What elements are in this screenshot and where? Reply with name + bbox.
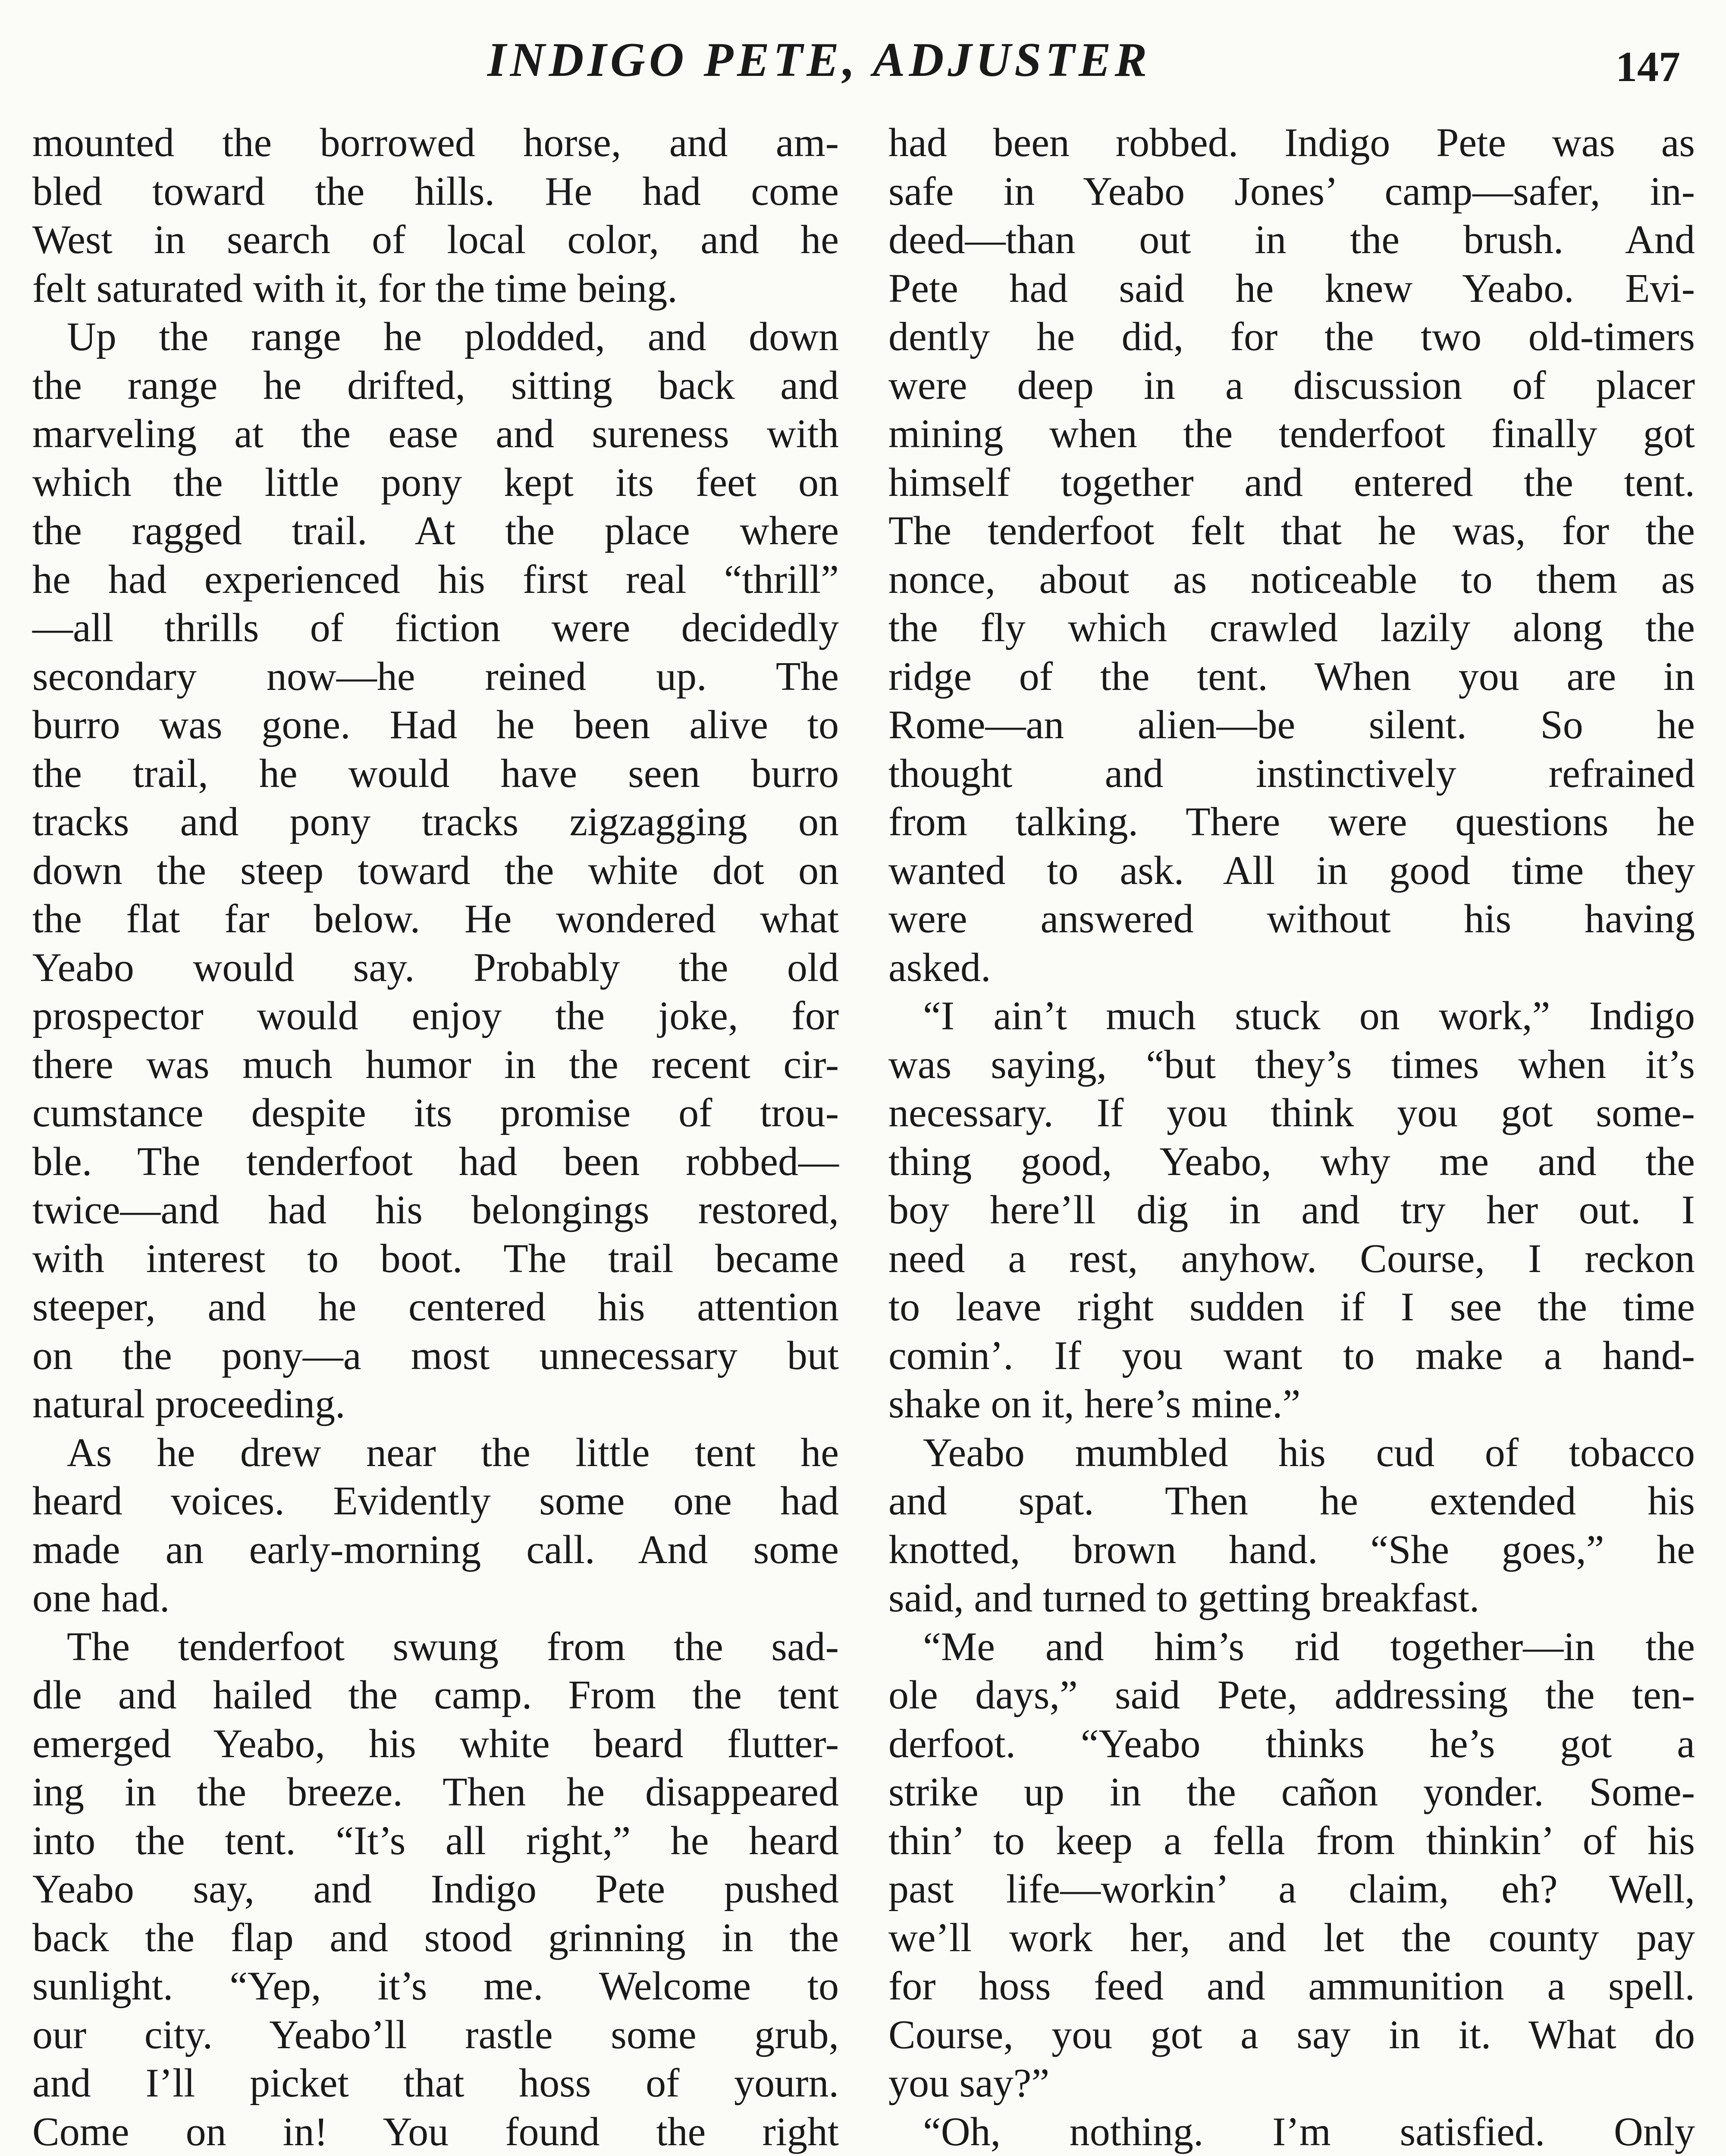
text-line: asked. xyxy=(888,945,991,990)
text-line: back the flap and stood grinning in the xyxy=(32,1915,839,1960)
text-line: ble. The tenderfoot had been robbed— xyxy=(32,1139,839,1184)
text-line: were answered without his having xyxy=(888,896,1695,941)
text-line: cumstance despite its promise of trou- xyxy=(32,1091,839,1135)
text-line: wanted to ask. All in good time they xyxy=(888,848,1695,893)
text-line: made an early-morning call. And some xyxy=(32,1527,839,1572)
text-line: the ragged trail. At the place where xyxy=(32,508,839,553)
text-line: natural proceeding. xyxy=(32,1382,345,1426)
text-line: Come on in! You found the right xyxy=(32,2109,839,2154)
text-line: strike up in the cañon yonder. Some- xyxy=(888,1770,1695,1814)
text-line: our city. Yeabo’ll rastle some grub, xyxy=(32,2012,839,2057)
page-number: 147 xyxy=(1616,43,1680,91)
text-line: mining when the tenderfoot finally got xyxy=(888,411,1695,456)
text-column-left xyxy=(32,119,839,2156)
text-line: dle and hailed the camp. From the tent xyxy=(32,1673,839,1717)
text-line: comin’. If you want to make a hand- xyxy=(888,1333,1695,1378)
text-line: to leave right sudden if I see the time xyxy=(888,1285,1695,1329)
text-line: West in search of local color, and he xyxy=(32,217,839,262)
running-title: INDIGO PETE, ADJUSTER xyxy=(487,33,1151,87)
text-line: nonce, about as noticeable to them as xyxy=(888,557,1695,602)
text-line: Course, you got a say in it. What do xyxy=(888,2012,1695,2057)
text-line: on the pony—a most unnecessary but xyxy=(32,1333,839,1378)
text-line: you say?” xyxy=(888,2061,1050,2106)
text-line: Rome—an alien—be silent. So he xyxy=(888,702,1695,747)
text-line: and I’ll picket that hoss of yourn. xyxy=(32,2061,839,2106)
text-line: steeper, and he centered his attention xyxy=(32,1285,839,1329)
text-line: and spat. Then he extended his xyxy=(888,1479,1695,1523)
text-line: the range he drifted, sitting back and xyxy=(32,363,839,408)
text-line: Pete had said he knew Yeabo. Evi- xyxy=(888,266,1695,311)
text-line: had been robbed. Indigo Pete was as xyxy=(888,120,1695,165)
text-line: knotted, brown hand. “She goes,” he xyxy=(888,1527,1695,1572)
text-line: twice—and had his belongings restored, xyxy=(32,1188,839,1232)
text-line: past life—workin’ a claim, eh? Well, xyxy=(888,1867,1695,1912)
text-line: there was much humor in the recent cir- xyxy=(32,1042,839,1087)
text-line: ing in the breeze. Then he disappeared xyxy=(32,1770,839,1814)
running-head xyxy=(0,24,1726,97)
text-line: ridge of the tent. When you are in xyxy=(888,654,1695,699)
text-line: we’ll work her, and let the county pay xyxy=(888,1915,1695,1960)
text-line: thought and instinctively refrained xyxy=(888,751,1695,796)
text-line: for hoss feed and ammunition a spell. xyxy=(888,1964,1695,2009)
text-line: which the little pony kept its feet on xyxy=(32,460,839,505)
text-line: —all thrills of fiction were decidedly xyxy=(32,605,839,650)
text-line: said, and turned to getting breakfast. xyxy=(888,1576,1480,1620)
text-line: tracks and pony tracks zigzagging on xyxy=(32,799,839,844)
text-line: was saying, “but they’s times when it’s xyxy=(888,1042,1695,1087)
text-line: he had experienced his first real “thrill” xyxy=(32,557,839,602)
text-line: from talking. There were questions he xyxy=(888,799,1695,844)
text-line: dently he did, for the two old-timers xyxy=(888,314,1695,359)
text-line: one had. xyxy=(32,1576,170,1620)
text-line: “I ain’t much stuck on work,” Indigo xyxy=(923,993,1695,1038)
text-line: ole days,” said Pete, addressing the ten- xyxy=(888,1673,1695,1717)
text-line: himself together and entered the tent. xyxy=(888,460,1695,505)
text-line: Up the range he plodded, and down xyxy=(67,314,839,359)
text-line: into the tent. “It’s all right,” he heard xyxy=(32,1818,839,1863)
text-line: heard voices. Evidently some one had xyxy=(32,1479,839,1523)
text-line: As he drew near the little tent he xyxy=(67,1430,839,1475)
text-line: deed—than out in the brush. And xyxy=(888,217,1695,262)
text-line: need a rest, anyhow. Course, I reckon xyxy=(888,1236,1695,1281)
text-line: Yeabo mumbled his cud of tobacco xyxy=(923,1430,1695,1475)
text-line: boy here’ll dig in and try her out. I xyxy=(888,1188,1695,1232)
text-line: bled toward the hills. He had come xyxy=(32,169,839,214)
text-line: with interest to boot. The trail became xyxy=(32,1236,839,1281)
text-line: were deep in a discussion of placer xyxy=(888,363,1695,408)
text-line: the trail, he would have seen burro xyxy=(32,751,839,796)
text-line: Yeabo would say. Probably the old xyxy=(32,945,839,990)
text-line: Yeabo say, and Indigo Pete pushed xyxy=(32,1867,839,1912)
text-line: thin’ to keep a fella from thinkin’ of his xyxy=(888,1818,1695,1863)
text-line: the flat far below. He wondered what xyxy=(32,896,839,941)
text-line: emerged Yeabo, his white beard flutter- xyxy=(32,1721,839,1766)
text-line: marveling at the ease and sureness with xyxy=(32,411,839,456)
text-line: felt saturated with it, for the time being. xyxy=(32,266,678,311)
text-line: burro was gone. Had he been alive to xyxy=(32,702,839,747)
text-line: “Me and him’s rid together—in the xyxy=(923,1624,1695,1669)
text-line: the fly which crawled lazily along the xyxy=(888,605,1695,650)
text-line: necessary. If you think you got some- xyxy=(888,1091,1695,1135)
text-line: derfoot. “Yeabo thinks he’s got a xyxy=(888,1721,1695,1766)
text-line: The tenderfoot swung from the sad- xyxy=(67,1624,839,1669)
text-line: “Oh, nothing. I’m satisfied. Only xyxy=(923,2109,1695,2154)
text-line: down the steep toward the white dot on xyxy=(32,848,839,893)
text-line: shake on it, here’s mine.” xyxy=(888,1382,1301,1426)
text-line: thing good, Yeabo, why me and the xyxy=(888,1139,1695,1184)
text-line: The tenderfoot felt that he was, for the xyxy=(888,508,1695,553)
text-column-right xyxy=(888,119,1695,2156)
text-line: secondary now—he reined up. The xyxy=(32,654,839,699)
text-line: prospector would enjoy the joke, for xyxy=(32,993,839,1038)
text-line: sunlight. “Yep, it’s me. Welcome to xyxy=(32,1964,839,2009)
text-line: mounted the borrowed horse, and am- xyxy=(32,120,839,165)
text-line: safe in Yeabo Jones’ camp—safer, in- xyxy=(888,169,1695,214)
